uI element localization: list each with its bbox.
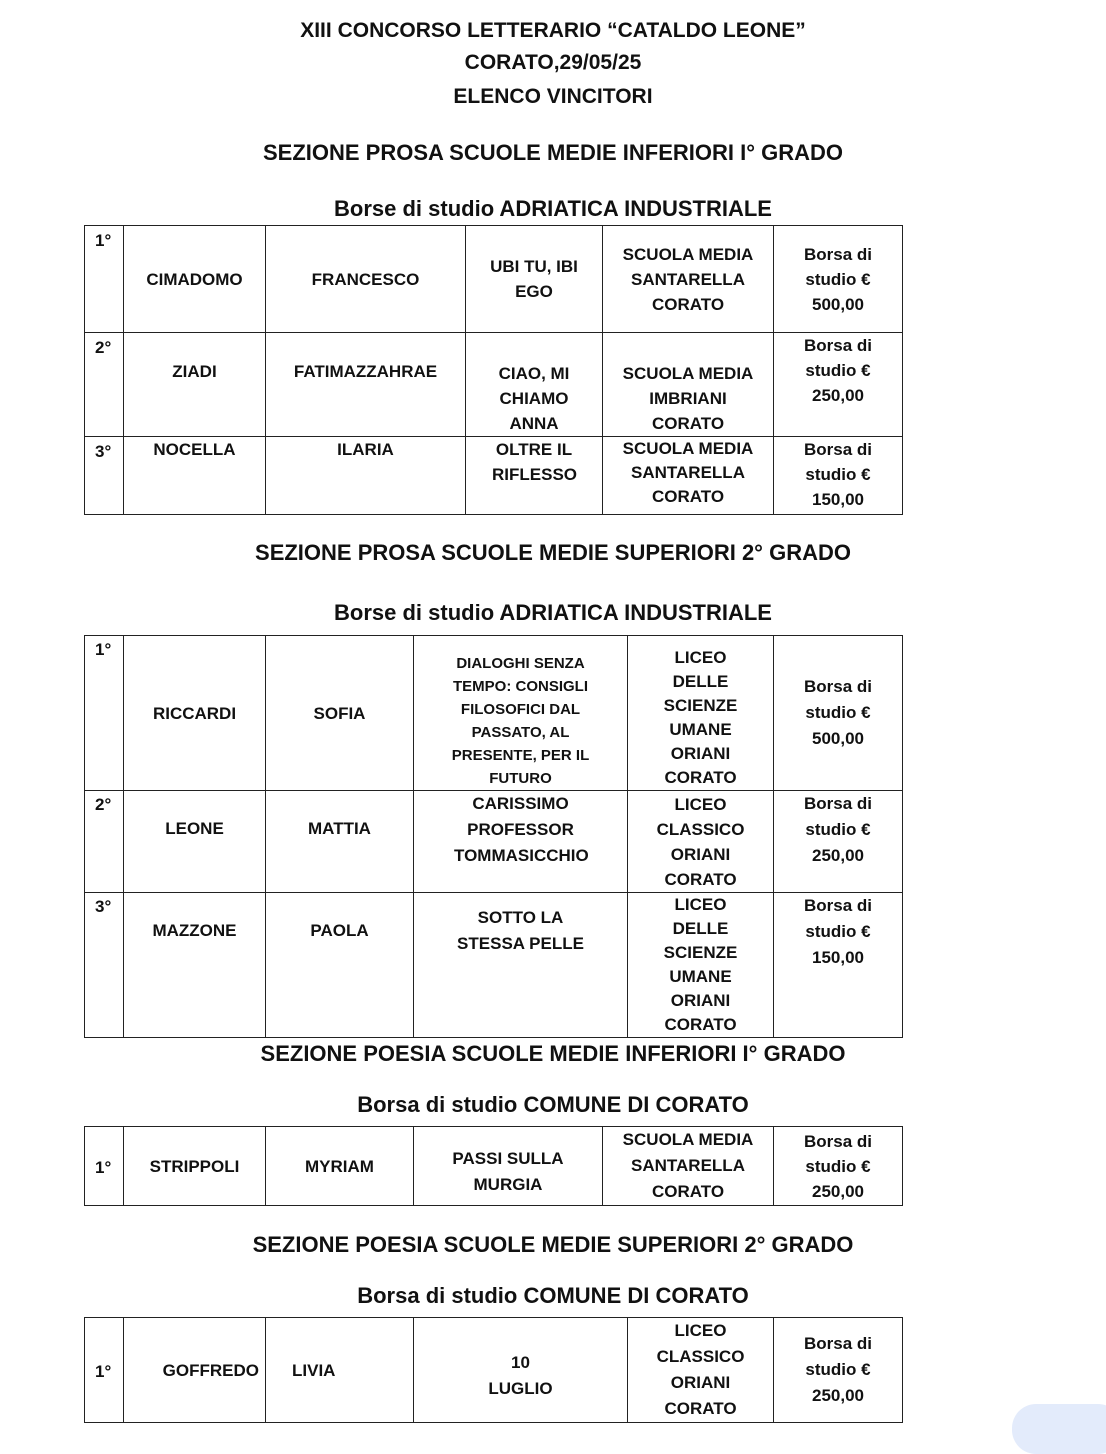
section-title: SEZIONE POESIA SCUOLE MEDIE INFERIORI I° GRADO [260, 1041, 846, 1066]
table-row [85, 1127, 903, 1206]
table-row [85, 1318, 903, 1423]
school-cell: LICEO CLASSICO ORIANI CORATO [628, 1318, 774, 1423]
school-cell: LICEO DELLE SCIENZE UMANE ORIANI CORATO [628, 893, 774, 1038]
document-title: XIII CONCORSO LETTERARIO “CATALDO LEONE” [300, 19, 806, 42]
name-cell: MATTIA [266, 791, 414, 893]
name-cell: SOFIA [266, 636, 414, 791]
school-cell: SCUOLA MEDIA IMBRIANI CORATO [603, 333, 774, 437]
surname-cell: GOFFREDO [124, 1318, 266, 1423]
surname-cell: MAZZONE [124, 893, 266, 1038]
rank-cell: 1° [85, 636, 124, 791]
name-cell: ILARIA [266, 437, 466, 515]
section-title: SEZIONE PROSA SCUOLE MEDIE INFERIORI I° GRADO [262, 140, 844, 165]
school-cell: SCUOLA MEDIA SANTARELLA CORATO [603, 1127, 774, 1206]
work-cell: OLTRE IL RIFLESSO [466, 437, 603, 515]
rank-cell: 3° [85, 437, 124, 515]
rank-cell: 1° [85, 1127, 124, 1206]
section-sponsor: Borse di studio ADRIATICA INDUSTRIALE [334, 196, 772, 221]
work-cell: PASSI SULLA MURGIA [414, 1127, 603, 1206]
table-row [85, 893, 903, 1038]
section-title: SEZIONE POESIA SCUOLE MEDIE SUPERIORI 2° GRADO [252, 1232, 854, 1257]
prize-cell: Borsa di studio € 250,00 [774, 791, 903, 893]
winners-table [84, 225, 903, 515]
surname-cell: CIMADOMO [124, 226, 266, 333]
prize-cell: Borsa di studio € 150,00 [774, 437, 903, 515]
work-cell: CIAO, MI CHIAMO ANNA [466, 333, 603, 437]
school-cell: LICEO DELLE SCIENZE UMANE ORIANI CORATO [628, 636, 774, 791]
rank-cell: 1° [85, 1318, 124, 1423]
work-cell: 10 LUGLIO [414, 1318, 628, 1423]
section-sponsor: Borsa di studio COMUNE DI CORATO [357, 1092, 749, 1117]
table-row [85, 437, 903, 515]
rank-cell: 3° [85, 893, 124, 1038]
section-title: SEZIONE PROSA SCUOLE MEDIE SUPERIORI 2° GRADO [255, 540, 851, 565]
section-sponsor: Borsa di studio COMUNE DI CORATO [357, 1283, 749, 1308]
work-cell: CARISSIMO PROFESSOR TOMMASICCHIO [414, 791, 628, 893]
school-cell: LICEO CLASSICO ORIANI CORATO [628, 791, 774, 893]
prize-cell: Borsa di studio € 500,00 [774, 636, 903, 791]
table-row [85, 791, 903, 893]
document-subtitle: ELENCO VINCITORI [453, 85, 653, 108]
surname-cell: RICCARDI [124, 636, 266, 791]
table-row [85, 226, 903, 333]
place-date: CORATO,29/05/25 [464, 51, 642, 74]
work-cell: DIALOGHI SENZA TEMPO: CONSIGLI FILOSOFICI DAL PASSATO, AL PRESENTE, PER IL FUTURO [414, 636, 628, 791]
name-cell: PAOLA [266, 893, 414, 1038]
section-sponsor: Borse di studio ADRIATICA INDUSTRIALE [334, 600, 772, 625]
surname-cell: LEONE [124, 791, 266, 893]
name-cell: MYRIAM [266, 1127, 414, 1206]
prize-cell: Borsa di studio € 250,00 [774, 1127, 903, 1206]
rank-cell: 2° [85, 791, 124, 893]
prize-cell: Borsa di studio € 250,00 [774, 333, 903, 437]
name-cell: LIVIA [266, 1318, 414, 1423]
table-row [85, 636, 903, 791]
name-cell: FRANCESCO [266, 226, 466, 333]
winners-table [84, 1317, 903, 1423]
prize-cell: Borsa di studio € 500,00 [774, 226, 903, 333]
school-cell: SCUOLA MEDIA SANTARELLA CORATO [603, 226, 774, 333]
prize-cell: Borsa di studio € 250,00 [774, 1318, 903, 1423]
prize-cell: Borsa di studio € 150,00 [774, 893, 903, 1038]
work-cell: UBI TU, IBI EGO [466, 226, 603, 333]
winners-table [84, 1126, 903, 1206]
rank-cell: 2° [85, 333, 124, 437]
surname-cell: ZIADI [124, 333, 266, 437]
surname-cell: STRIPPOLI [124, 1127, 266, 1206]
school-cell: SCUOLA MEDIA SANTARELLA CORATO [603, 437, 774, 515]
surname-cell: NOCELLA [124, 437, 266, 515]
overlay-bubble [1012, 1404, 1106, 1454]
winners-table [84, 635, 903, 1038]
work-cell: SOTTO LA STESSA PELLE [414, 893, 628, 1038]
rank-cell: 1° [85, 226, 124, 333]
table-row [85, 333, 903, 437]
name-cell: FATIMAZZAHRAE [266, 333, 466, 437]
